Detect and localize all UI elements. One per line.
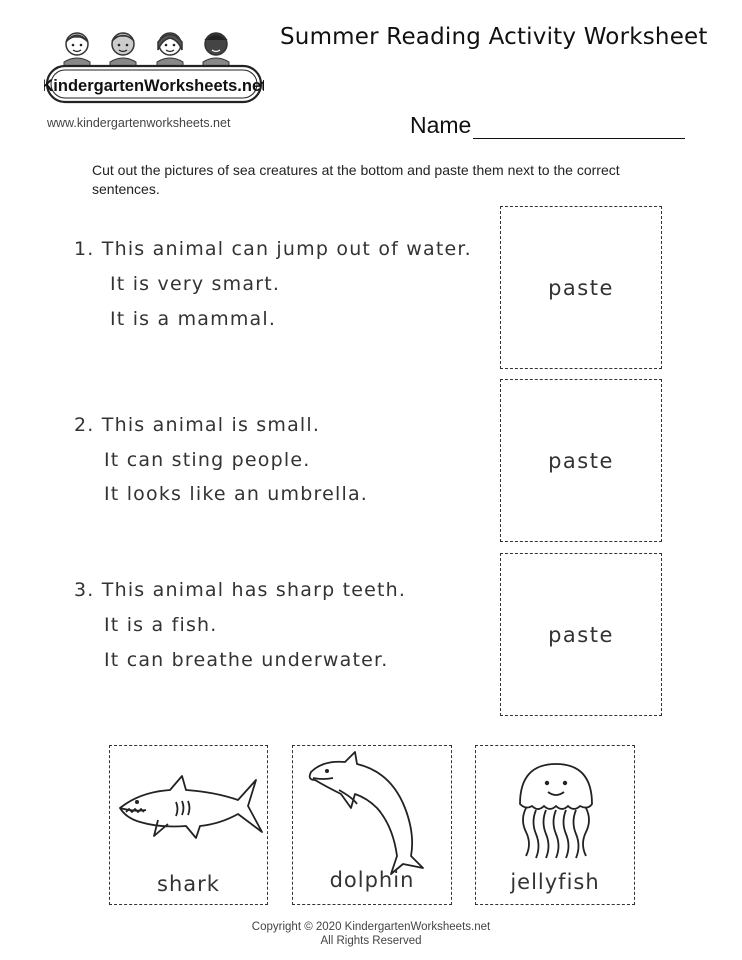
kids-faces-icon — [44, 28, 264, 108]
question-3-line-3: It can breathe underwater. — [104, 649, 389, 671]
paste-box-1 — [500, 206, 662, 369]
footer-rights: All Rights Reserved — [320, 935, 422, 947]
paste-label: paste — [548, 275, 614, 300]
question-2-line-1: 2. This animal is small. — [74, 414, 321, 436]
name-field — [410, 112, 685, 139]
paste-label: paste — [548, 448, 614, 473]
card-label-dolphin: dolphin — [329, 868, 415, 892]
question-2-line-3: It looks like an umbrella. — [104, 483, 369, 505]
shark-icon — [110, 746, 269, 866]
footer — [0, 920, 742, 948]
paste-box-3 — [500, 553, 662, 716]
jellyfish-icon — [476, 746, 636, 876]
name-underline — [473, 117, 685, 139]
instructions-text: Cut out the pictures of sea creatures at the bottom and paste them next to the correct sentences. — [92, 162, 620, 197]
paste-box-2 — [500, 379, 662, 542]
site-logo — [44, 28, 264, 108]
card-jellyfish — [475, 745, 635, 905]
question-1-line-3: It is a mammal. — [110, 308, 277, 330]
footer-copyright: Copyright © 2020 KindergartenWorksheets.net — [251, 921, 491, 933]
name-label: Name — [410, 112, 472, 138]
card-shark — [109, 745, 268, 905]
dolphin-icon — [293, 746, 453, 876]
paste-label: paste — [548, 622, 614, 647]
card-label-jellyfish: jellyfish — [510, 870, 600, 894]
site-url: www.kindergartenworksheets.net — [47, 116, 231, 130]
question-1-line-1: 1. This animal can jump out of water. — [74, 238, 472, 260]
card-label-shark: shark — [157, 872, 220, 896]
worksheet-title: Summer Reading Activity Worksheet — [280, 24, 708, 50]
logo-text: KindergartenWorksheets.net — [44, 77, 264, 95]
question-3-line-2: It is a fish. — [104, 614, 218, 636]
question-1-line-2: It is very smart. — [110, 273, 281, 295]
question-2-line-2: It can sting people. — [104, 449, 311, 471]
question-3-line-1: 3. This animal has sharp teeth. — [74, 579, 407, 601]
card-dolphin — [292, 745, 452, 905]
